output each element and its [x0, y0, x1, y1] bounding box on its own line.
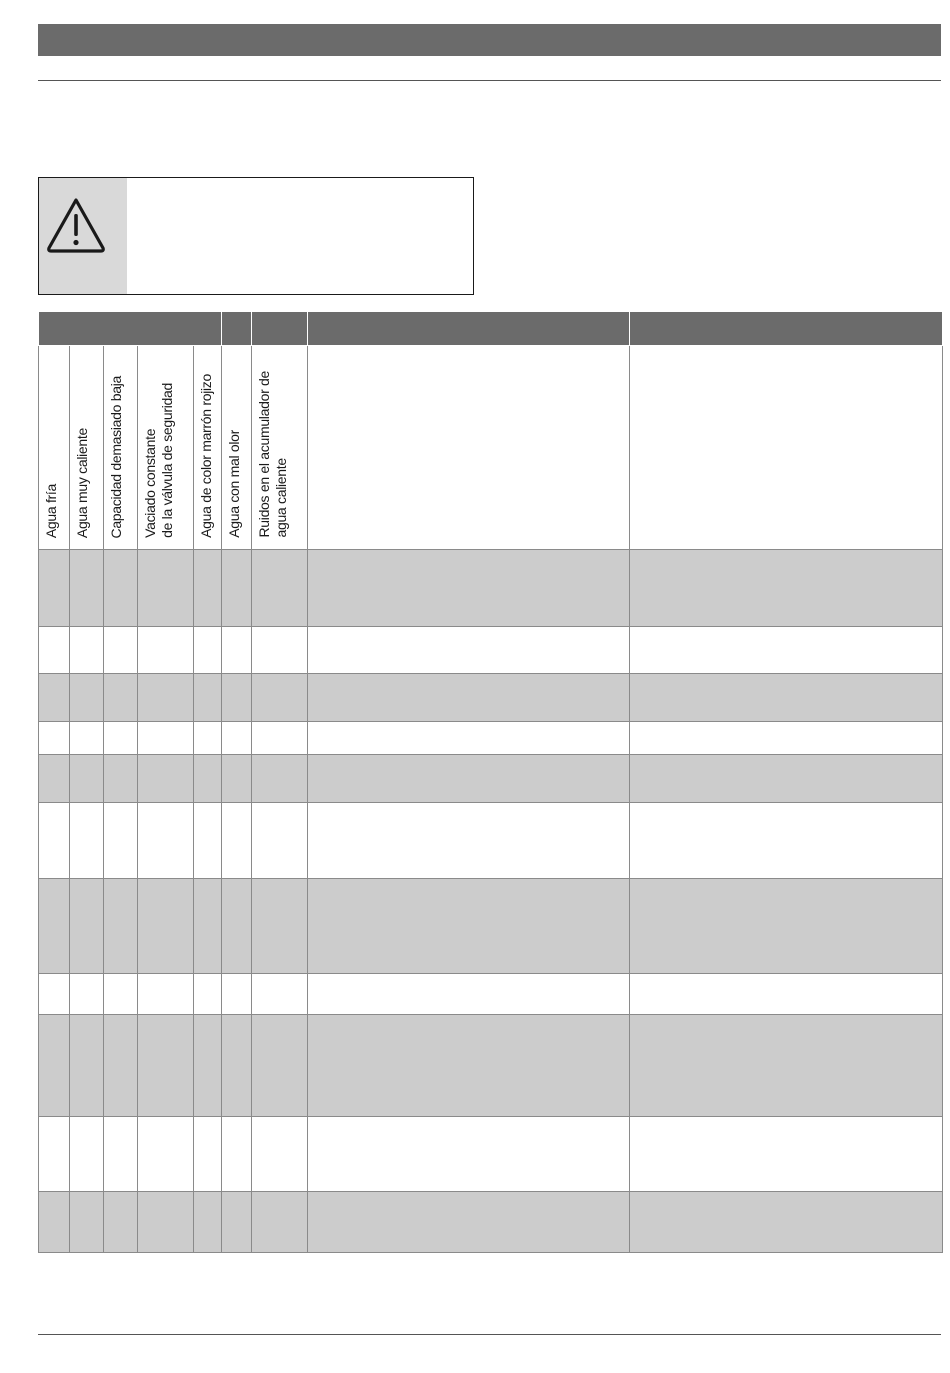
footer-rule — [38, 1334, 941, 1335]
symptom-cell — [252, 346, 308, 550]
symptom-label-row — [39, 346, 943, 550]
symptom-cell — [70, 346, 104, 550]
table-row — [39, 1015, 943, 1117]
table-row — [39, 1192, 943, 1253]
table-row — [39, 879, 943, 974]
symptom-cell — [222, 346, 252, 550]
symptom-label: Agua con mal olor — [226, 430, 243, 538]
header-cell-symptoms — [39, 312, 222, 346]
header-cell — [252, 312, 308, 346]
warning-box — [38, 177, 474, 295]
warning-icon-panel — [39, 178, 127, 294]
header-cell-cause — [308, 312, 630, 346]
symptom-cell — [104, 346, 138, 550]
table-row — [39, 755, 943, 803]
table-row — [39, 1117, 943, 1192]
symptom-label: Agua de color marrón rojizo — [198, 374, 214, 538]
table-row — [39, 803, 943, 879]
troubleshooting-table — [38, 311, 943, 1253]
symptom-label: Capacidad demasiado baja — [108, 375, 124, 538]
symptom-label: Vaciado constante de la válvula de seguridad — [142, 383, 175, 538]
warning-triangle-icon — [45, 196, 107, 254]
table-header-row — [39, 312, 943, 346]
remedy-cell — [630, 346, 943, 550]
header-rule — [38, 80, 941, 81]
header-cell-remedy — [630, 312, 943, 346]
header-bar — [38, 24, 941, 56]
cause-cell — [308, 346, 630, 550]
table-row — [39, 550, 943, 627]
symptom-label: Agua muy caliente — [74, 427, 90, 538]
table-row — [39, 722, 943, 755]
table-row — [39, 674, 943, 722]
symptom-cell — [39, 346, 70, 550]
symptom-label: Agua fría — [43, 483, 59, 538]
symptom-label: Ruidos en el acumulador de agua caliente — [256, 371, 290, 538]
symptom-cell — [138, 346, 194, 550]
header-cell — [222, 312, 252, 346]
table-row — [39, 974, 943, 1015]
symptom-cell — [194, 346, 222, 550]
table-row — [39, 627, 943, 674]
